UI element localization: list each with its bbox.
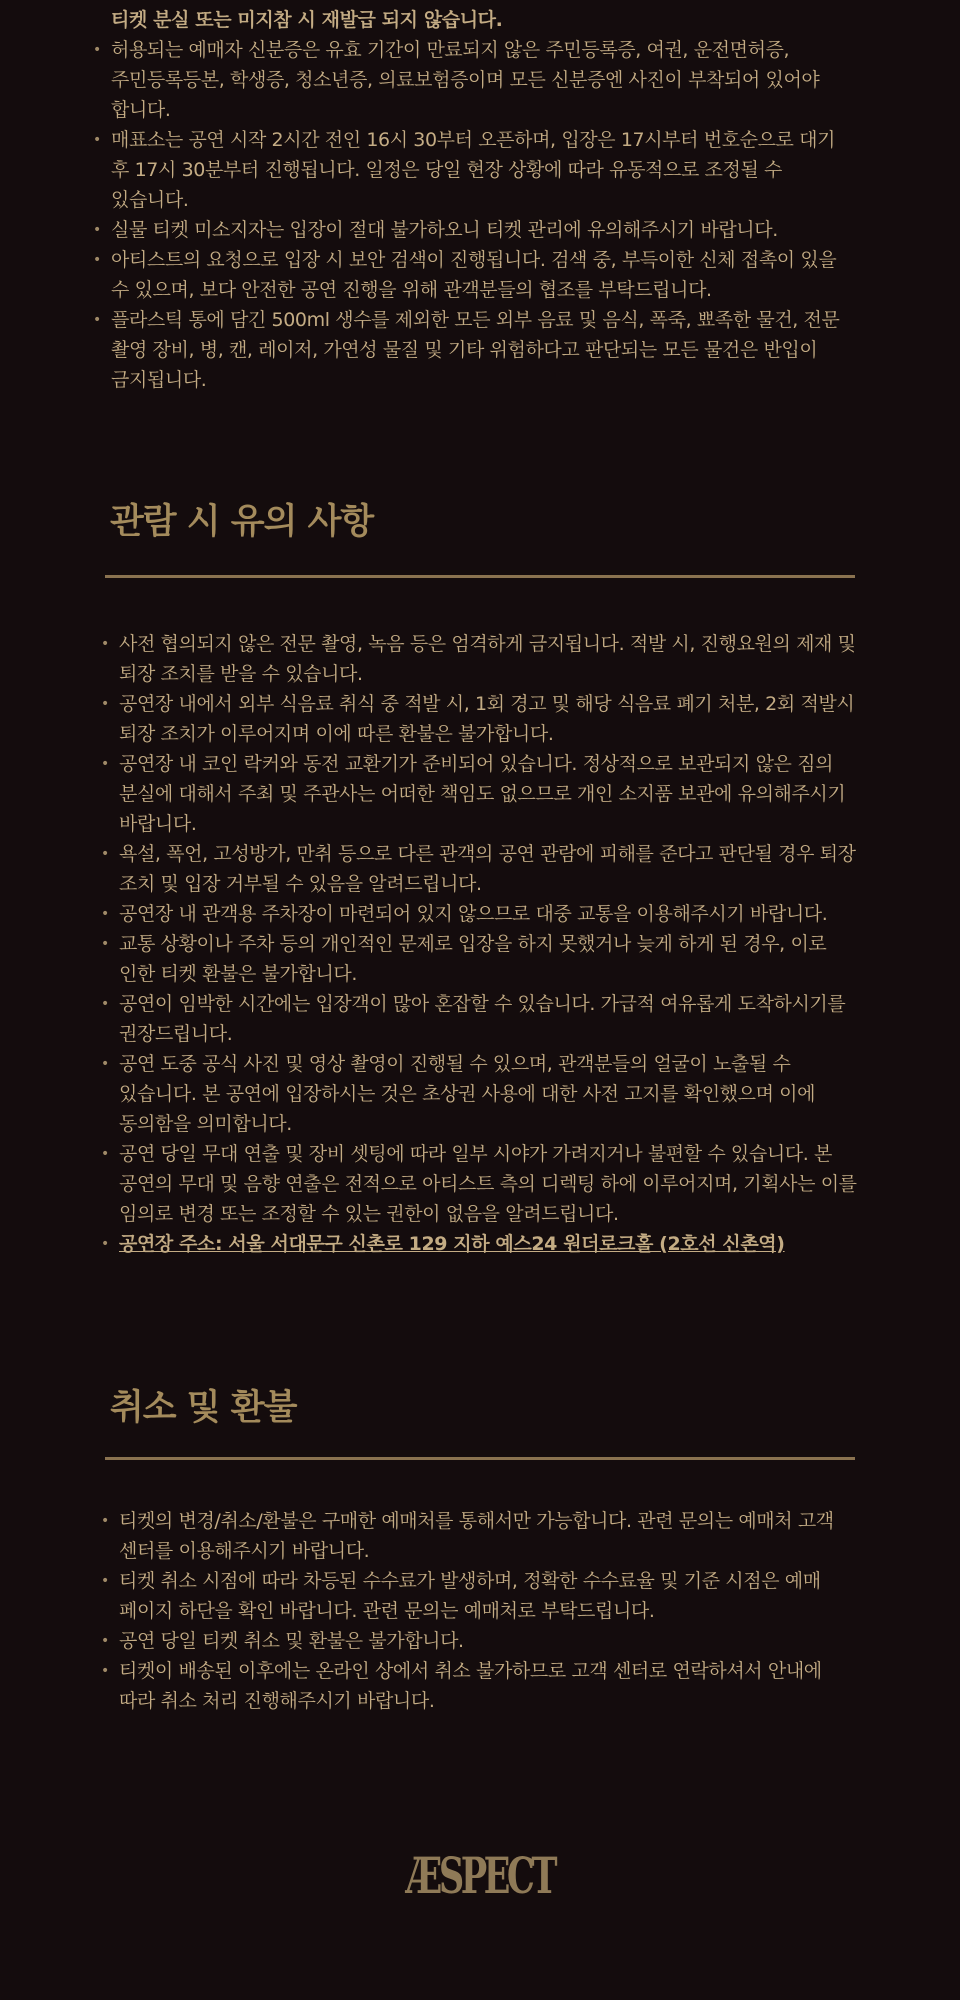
section-divider xyxy=(105,575,855,578)
list-item: • 매표소는 공연 시작 2시간 전인 16시 30부터 오픈하며, 입장은 17시부터 번호순으로 대기 후 17시 30분부터 진행됩니다. 일정은 당일 현장 상황에 따라 유동적으로 조정될 수 있습니다. xyxy=(111,125,856,215)
entry-notes-section xyxy=(111,5,856,395)
list-item: • 공연장 내에서 외부 식음료 취식 중 적발 시, 1회 경고 및 해당 식음료 폐기 처분, 2회 적발시 퇴장 조치가 이루어지며 이에 따른 환불은 불가합니다. xyxy=(119,689,859,749)
list-item: • 공연 당일 무대 연출 및 장비 셋팅에 따라 일부 시야가 가려지거나 불편할 수 있습니다. 본 공연의 무대 및 음향 연출은 전적으로 아티스트 측의 디렉팅 하에 이루어지며, 기획사는 이를 임의로 변경 또는 조정할 수 있는 권한이 없음을 알려드립니다. xyxy=(119,1139,859,1229)
list-item: • 허용되는 예매자 신분증은 유효 기간이 만료되지 않은 주민등록증, 여권, 운전면허증, 주민등록등본, 학생증, 청소년증, 의료보험증이며 모든 신분증엔 사진이 부착되어 있어야 합니다. xyxy=(111,35,856,125)
aespect-logo xyxy=(404,1846,558,1905)
list-item: • 플라스틱 통에 담긴 500ml 생수를 제외한 모든 외부 음료 및 음식, 폭죽, 뾰족한 물건, 전문 촬영 장비, 병, 캔, 레이저, 가연성 물질 및 기타 위험하다고 판단되는 모든 물건은 반입이 금지됩니다. xyxy=(111,305,856,395)
list-item: • 공연장 내 관객용 주차장이 마련되어 있지 않으므로 대중 교통을 이용해주시기 바랍니다. xyxy=(119,899,859,929)
list-item: • 실물 티켓 미소지자는 입장이 절대 불가하오니 티켓 관리에 유의해주시기 바랍니다. xyxy=(111,215,856,245)
list-item: • 아티스트의 요청으로 입장 시 보안 검색이 진행됩니다. 검색 중, 부득이한 신체 접촉이 있을 수 있으며, 보다 안전한 공연 진행을 위해 관객분들의 협조를 부탁드립니다. xyxy=(111,245,856,305)
refund-notes-list xyxy=(119,1506,859,1716)
list-item: • 티켓의 변경/취소/환불은 구매한 예매처를 통해서만 가능합니다. 관련 문의는 예매처 고객 센터를 이용해주시기 바랍니다. xyxy=(119,1506,859,1566)
list-item: • 공연 당일 티켓 취소 및 환불은 불가합니다. xyxy=(119,1626,859,1656)
list-item: • 사전 협의되지 않은 전문 촬영, 녹음 등은 엄격하게 금지됩니다. 적발 시, 진행요원의 제재 및 퇴장 조치를 받을 수 있습니다. xyxy=(119,629,859,689)
viewing-notes-list xyxy=(119,629,859,1259)
list-item: • 공연 도중 공식 사진 및 영상 촬영이 진행될 수 있으며, 관객분들의 얼굴이 노출될 수 있습니다. 본 공연에 입장하시는 것은 초상권 사용에 대한 사전 고지를 확인했으며 이에 동의함을 의미합니다. xyxy=(119,1049,859,1139)
viewing-section-title: 관람 시 유의 사항 xyxy=(110,502,374,542)
list-item: • 티켓 취소 시점에 따라 차등된 수수료가 발생하며, 정확한 수수료율 및 기준 시점은 예매 페이지 하단을 확인 바랍니다. 관련 문의는 예매처로 부탁드립니다. xyxy=(119,1566,859,1626)
venue-address-item xyxy=(119,1229,859,1259)
list-item: • 교통 상황이나 주차 등의 개인적인 문제로 입장을 하지 못했거나 늦게 하게 된 경우, 이로 인한 티켓 환불은 불가합니다. xyxy=(119,929,859,989)
list-item: • 티켓이 배송된 이후에는 온라인 상에서 취소 불가하므로 고객 센터로 연락하셔서 안내에 따라 취소 처리 진행해주시기 바랍니다. xyxy=(119,1656,859,1716)
ticket-loss-notice: 티켓 분실 또는 미지참 시 재발급 되지 않습니다. xyxy=(111,9,503,31)
list-item: • 공연이 임박한 시간에는 입장객이 많아 혼잡할 수 있습니다. 가급적 여유롭게 도착하시기를 권장드립니다. xyxy=(119,989,859,1049)
refund-section-title: 취소 및 환불 xyxy=(110,1388,297,1428)
section-divider xyxy=(105,1457,855,1460)
venue-address-link[interactable]: 공연장 주소: 서울 서대문구 신촌로 129 지하 예스24 원더로크홀 (2호선 신촌역) xyxy=(119,1233,785,1255)
list-item: • 욕설, 폭언, 고성방가, 만취 등으로 다른 관객의 공연 관람에 피해를 준다고 판단될 경우 퇴장 조치 및 입장 거부될 수 있음을 알려드립니다. xyxy=(119,839,859,899)
entry-notes-list xyxy=(111,35,856,395)
list-item: • 공연장 내 코인 락커와 동전 교환기가 준비되어 있습니다. 정상적으로 보관되지 않은 짐의 분실에 대해서 주최 및 주관사는 어떠한 책임도 없으므로 개인 소지품 보관에 유의해주시기 바랍니다. xyxy=(119,749,859,839)
svg-text:ÆSPECT: ÆSPECT xyxy=(404,1846,558,1905)
